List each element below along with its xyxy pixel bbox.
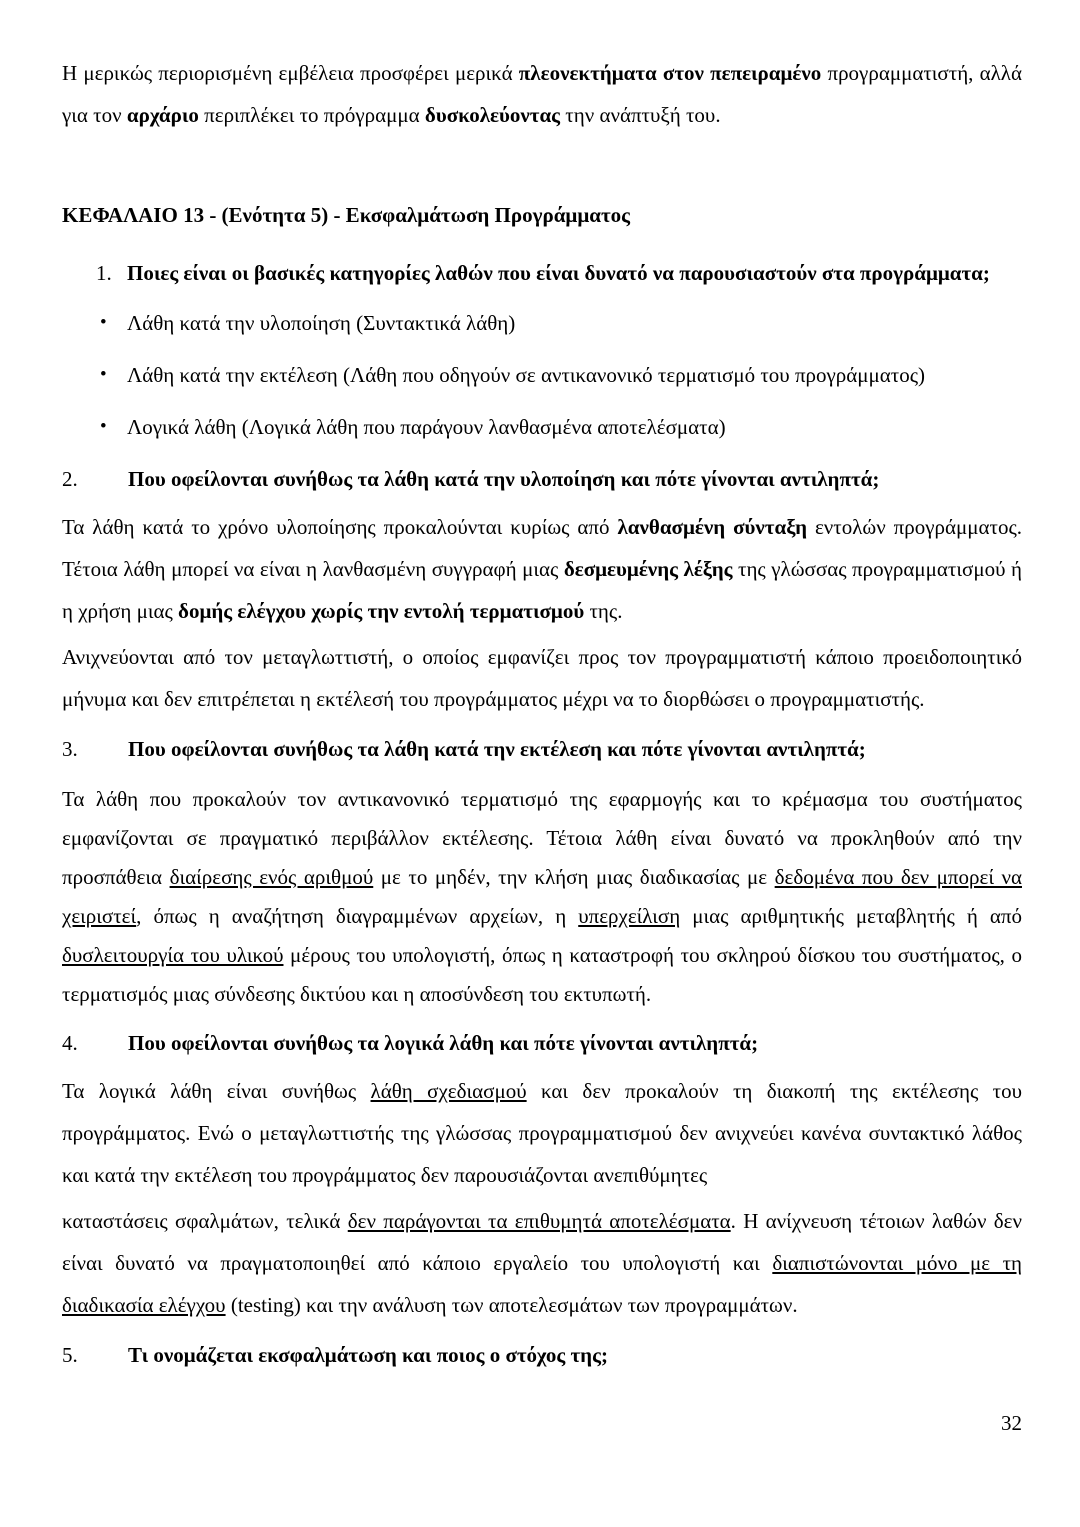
intro-paragraph: Η μερικώς περιορισμένη εμβέλεια προσφέρει μερικά πλεονεκτήματα στον πεπειραμένο προγραμματιστή, αλλά για τον αρχάριο περιπλέκει το πρόγραμμα δυσκολεύοντας την ανάπτυξή του. — [62, 61, 1022, 127]
question-2-number: 2. — [62, 467, 78, 491]
bullet-marker: • — [100, 364, 107, 385]
question-item-3 — [62, 728, 1022, 770]
chapter-heading: ΚΕΦΑΛΑΙΟ 13 - (Ενότητα 5) - Εκσφαλμάτωση Προγράμματος — [62, 203, 630, 227]
question-2-text: Που οφείλονται συνήθως τα λάθη κατά την υλοποίηση και πότε γίνονται αντιληπτά; — [128, 467, 880, 491]
question-item-5 — [62, 1334, 1022, 1376]
bullet-item-3 — [62, 406, 1022, 448]
question-4-number: 4. — [62, 1031, 78, 1055]
question-item-2 — [62, 458, 1022, 500]
answer-2-paragraph-2: Ανιχνεύονται από τον μεταγλωττιστή, ο οποίος εμφανίζει προς τον προγραμματιστή κάποιο προειδοποιητικό μήνυμα και δεν επιτρέπεται η εκτέλεσή του προγράμματος μέχρι να το διορθώσει ο προγραμματιστής. — [62, 645, 1022, 711]
answer-4-paragraph-2: καταστάσεις σφαλμάτων, τελικά δεν παράγονται τα επιθυμητά αποτελέσματα. Η ανίχνευση τέτοιων λαθών δεν είναι δυνατό να πραγματοποιηθεί από κάποιο εργαλείο του υπολογιστή και διαπιστώνονται μόνο με τη διαδικασία ελέγχου (testing) και την ανάλυση των αποτελεσμάτων των προγραμμάτων. — [62, 1209, 1022, 1317]
bullet-marker: • — [100, 416, 107, 437]
question-1-text: Ποιες είναι οι βασικές κατηγορίες λαθών που είναι δυνατό να παρουσιαστούν στα προγράμματα; — [127, 261, 990, 285]
page-number: 32 — [1001, 1411, 1022, 1435]
bullet-1-text: Λάθη κατά την υλοποίηση (Συντακτικά λάθη) — [127, 311, 516, 335]
bullet-item-2 — [62, 354, 1022, 396]
question-item-4 — [62, 1022, 1022, 1064]
answer-2-paragraph-1: Τα λάθη κατά το χρόνο υλοποίησης προκαλούνται κυρίως από λανθασμένη σύνταξη εντολών προγράμματος. Τέτοια λάθη μπορεί να είναι η λανθασμένη συγγραφή μιας δεσμευμένης λέξης της γλώσσας προγραμματισμού ή η χρήση μιας δομής ελέγχου χωρίς την εντολή τερματισμού της. — [62, 515, 1023, 623]
answer-4-paragraph-1: Τα λογικά λάθη είναι συνήθως λάθη σχεδιασμού και δεν προκαλούν τη διακοπή της εκτέλεσης του προγράμματος. Ενώ ο μεταγλωττιστής της γλώσσας προγραμματισμού δεν ανιχνεύει κανένα συντακτικό λάθος και κατά την εκτέλεση του προγράμματος δεν παρουσιάζονται ανεπιθύμητες — [62, 1079, 1022, 1187]
bullet-3-text: Λογικά λάθη (Λογικά λάθη που παράγουν λανθασμένα αποτελέσματα) — [127, 415, 726, 439]
bullet-marker: • — [100, 312, 107, 333]
question-5-number: 5. — [62, 1343, 78, 1367]
question-3-text: Που οφείλονται συνήθως τα λάθη κατά την εκτέλεση και πότε γίνονται αντιληπτά; — [128, 737, 866, 761]
answer-3-paragraph: Τα λάθη που προκαλούν τον αντικανονικό τερματισμό της εφαρμογής και το κρέμασμα του συστήματος εμφανίζονται σε πραγματικό περιβάλλον εκτέλεσης. Τέτοια λάθη είναι δυνατό να προκληθούν από την προσπάθεια διαίρεσης ενός αριθμού με το μηδέν, την κλήση μιας διαδικασίας με δεδομένα που δεν μπορεί να χειριστεί, όπως η αναζήτηση διαγραμμένων αρχείων, η υπερχείλιση μιας αριθμητικής μεταβλητής ή από δυσλειτουργία του υλικού μέρους του υπολογιστή, όπως η καταστροφή του σκληρού δίσκου του συστήματος, ο τερματισμός μιας σύνδεσης δικτύου και η αποσύνδεση του εκτυπωτή. — [62, 787, 1022, 1006]
question-1-number: 1. — [96, 261, 112, 285]
question-4-text: Που οφείλονται συνήθως τα λογικά λάθη και πότε γίνονται αντιληπτά; — [128, 1031, 759, 1055]
bullet-2-text: Λάθη κατά την εκτέλεση (Λάθη που οδηγούν σε αντικανονικό τερματισμό του προγράμματος) — [127, 363, 926, 387]
question-item-1 — [62, 252, 1022, 294]
bullet-item-1 — [62, 302, 1022, 344]
question-3-number: 3. — [62, 737, 78, 761]
question-5-text: Τι ονομάζεται εκσφαλμάτωση και ποιος ο στόχος της; — [128, 1343, 608, 1367]
